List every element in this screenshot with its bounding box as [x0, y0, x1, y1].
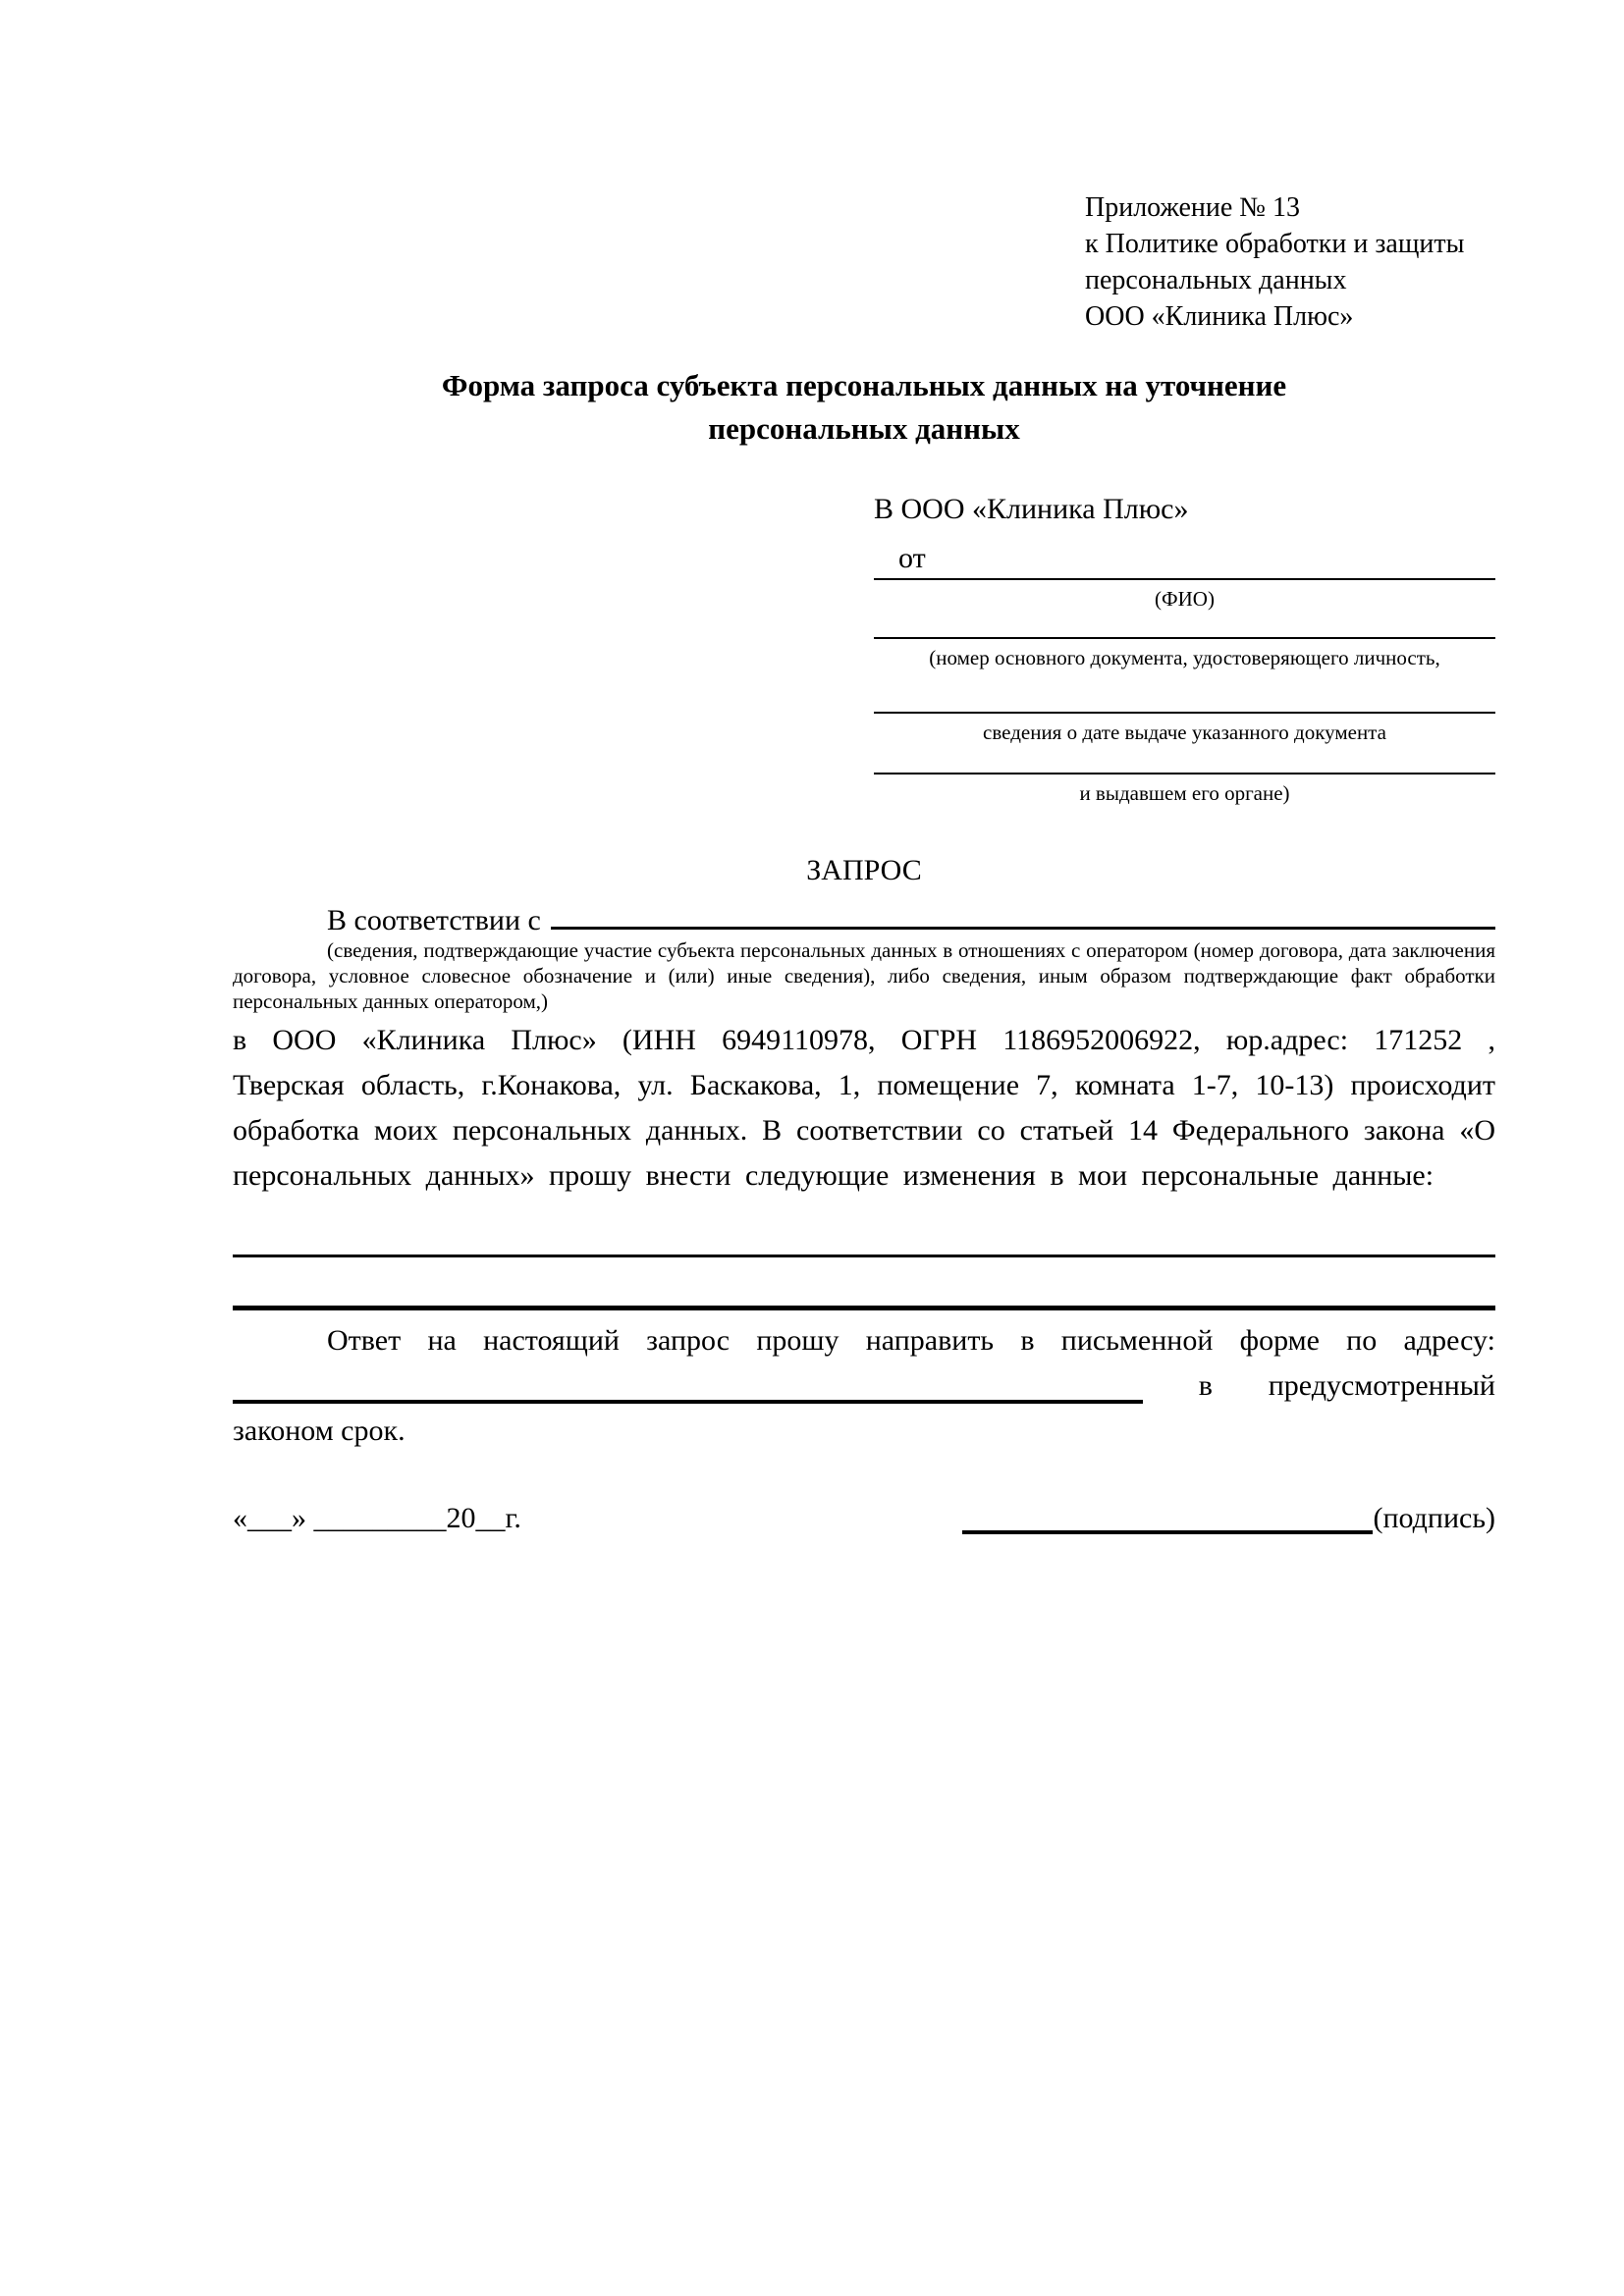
- reply-sentence: Ответ на настоящий запрос прошу направить в письменной форме по адресу:: [327, 1324, 1495, 1357]
- basis-blank-line: [551, 896, 1495, 930]
- appendix-line: ООО «Клиника Плюс»: [1085, 301, 1354, 332]
- appendix-line: Приложение № 13: [1085, 192, 1300, 223]
- doc-number-caption: (номер основного документа, удостоверяющего личность,: [929, 646, 1440, 669]
- issue-date-caption: сведения о дате выдаче указанного документа: [983, 721, 1386, 744]
- appendix-line: к Политике обработки и защиты: [1085, 229, 1465, 259]
- signature-blank-line: [962, 1501, 1373, 1534]
- changes-blank-line-2: [233, 1257, 1495, 1310]
- issue-date-blank-line: [874, 712, 1495, 714]
- issuer-caption: и выдавшем его органе): [1079, 781, 1290, 805]
- addressee-block: [874, 490, 1495, 806]
- reply-closing: законом срок.: [233, 1415, 406, 1447]
- changes-blank-line-1: [233, 1212, 1495, 1257]
- reply-word-v: в: [1198, 1369, 1213, 1402]
- basis-label: В соответствии с: [327, 904, 541, 936]
- request-heading: ЗАПРОС: [806, 854, 922, 886]
- address-blank-line: [233, 1368, 1143, 1404]
- appendix-block: [1085, 189, 1495, 335]
- appendix-line: персональных данных: [1085, 265, 1347, 295]
- document-title: [233, 364, 1495, 451]
- addressee-from-label: от: [898, 542, 926, 574]
- document-title-line: персональных данных: [708, 411, 1020, 446]
- signature-area: [962, 1497, 1495, 1540]
- reply-address-row: [233, 1363, 1495, 1409]
- request-body: в ООО «Клиника Плюс» (ИНН 6949110978, ОГРН 1186952006922, юр.адрес: 171252 , Тверская область, г.Конакова, ул. Баскакова, 1, помещение 7, комната 1-7, 10-13) происходит обработка моих персональных данных. В соответствии со статьей 14 Федерального закона «О персональных данных» прошу внести следующие изменения в мои персональные данные:: [233, 1024, 1495, 1192]
- document-title-line: Форма запроса субъекта персональных данных на уточнение: [441, 368, 1287, 402]
- issuer-blank-line: [874, 773, 1495, 774]
- fio-caption: (ФИО): [1155, 587, 1215, 611]
- reply-word-predusmotrenny: предусмотренный: [1268, 1369, 1495, 1402]
- signature-row: [233, 1497, 1495, 1540]
- doc-number-blank-line: [874, 637, 1495, 639]
- fio-blank-line: [874, 578, 1495, 580]
- basis-footnote: (сведения, подтверждающие участие субъекта персональных данных в отношениях с оператором (номер договора, дата заключения договора, условное словесное обозначение и (или) иные сведения), либо сведения, иным образом подтверждающие факт обработки персональных данных оператором,): [233, 938, 1495, 1013]
- signature-caption: (подпись): [1373, 1502, 1495, 1534]
- basis-row: [233, 896, 1495, 935]
- addressee-to: В ООО «Клиника Плюс»: [874, 493, 1189, 525]
- date-blank-text: «___» _________20__г.: [233, 1502, 521, 1534]
